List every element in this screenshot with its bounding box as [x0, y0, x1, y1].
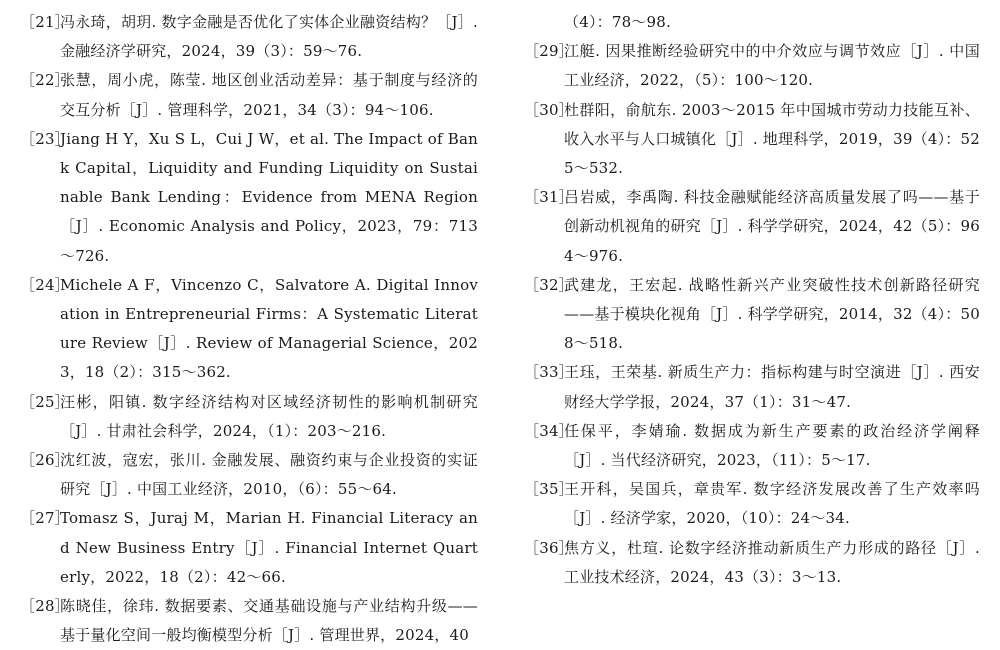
reference-number: ［33］ [524, 363, 574, 382]
reference-number: ［32］ [524, 275, 574, 294]
reference-text: Michele A F，Vincenzo C，Salvatore A. Digital Innovation in Entrepreneurial Firms：A Systematic Literature Review［J］. Review of Managerial Science，2023，18（2）：315～362. [60, 275, 478, 382]
reference-number: ［22］ [20, 71, 70, 90]
reference-text: 张慧，周小虎，陈莹. 地区创业活动差异：基于制度与经济的交互分析［J］. 管理科学，2021，34（3）：94～106. [60, 71, 478, 119]
reference-entry [524, 37, 980, 95]
reference-number: ［25］ [20, 392, 70, 411]
reference-entry [20, 446, 478, 504]
reference-entry [524, 358, 980, 416]
reference-number: ［29］ [524, 42, 574, 61]
reference-number: ［35］ [524, 480, 574, 499]
reference-entry [524, 183, 980, 271]
reference-entry [20, 8, 478, 66]
reference-entry [524, 417, 980, 475]
reference-entry [524, 534, 980, 592]
reference-entry [20, 271, 478, 388]
reference-text: Jiang H Y，Xu S L，Cui J W，et al. The Impact of Bank Capital，Liquidity and Funding Liquidity on Sustainable Bank Lending：Evidence from MENA Region［J］. Economic Analysis and Policy，2023，79：713～726. [60, 129, 478, 265]
reference-entry [524, 475, 980, 533]
reference-number: ［24］ [20, 275, 70, 294]
reference-continuation: （4）：78～98. [564, 13, 671, 31]
reference-number: ［21］ [20, 13, 70, 31]
reference-number: ［28］ [20, 597, 70, 616]
reference-text: 任保平，李婧瑜. 数据成为新生产要素的政治经济学阐释［J］. 当代经济研究，2023，（11）：5～17. [564, 421, 980, 470]
references-left-column [20, 8, 478, 650]
reference-number: ［31］ [524, 188, 574, 207]
reference-text: 冯永琦，胡玥. 数字金融是否优化了实体企业融资结构？［J］. 金融经济学研究，2024，39（3）：59～76. [60, 13, 478, 61]
reference-number: ［26］ [20, 451, 70, 470]
reference-entry [524, 271, 980, 359]
reference-text: 汪彬，阳镇. 数字经济结构对区域经济韧性的影响机制研究［J］. 甘肃社会科学，2024，（1）：203～216. [60, 392, 478, 440]
reference-entry [20, 66, 478, 124]
reference-text: 沈红波，寇宏，张川. 金融发展、融资约束与企业投资的实证研究［J］. 中国工业经济，2010，（6）：55～64. [60, 451, 478, 499]
reference-entry [524, 96, 980, 184]
reference-text: 杜群阳，俞航东. 2003～2015 年中国城市劳动力技能互补、收入水平与人口城镇化［J］. 地理科学，2019，39（4）：525～532. [564, 100, 980, 178]
reference-number: ［34］ [524, 421, 574, 440]
reference-text: 焦方义，杜瑄. 论数字经济推动新质生产力形成的路径［J］. 工业技术经济，2024，43（3）：3～13. [564, 538, 980, 586]
reference-text: 江艇. 因果推断经验研究中的中介效应与调节效应［J］. 中国工业经济，2022，（5）：100～120. [564, 42, 980, 90]
reference-number: ［36］ [524, 538, 574, 557]
reference-number: ［30］ [524, 100, 574, 119]
reference-entry [20, 592, 478, 650]
reference-entry [20, 125, 478, 271]
reference-number: ［27］ [20, 509, 70, 528]
reference-text: 武建龙，王宏起. 战略性新兴产业突破性技术创新路径研究——基于模块化视角［J］. 科学学研究，2014，32（4）：508～518. [564, 275, 980, 353]
reference-text: 王开科，吴国兵，章贵军. 数字经济发展改善了生产效率吗［J］. 经济学家，2020，（10）：24～34. [564, 480, 980, 528]
reference-text: 吕岩威，李禹陶. 科技金融赋能经济高质量发展了吗——基于创新动机视角的研究［J］. 科学学研究，2024，42（5）：964～976. [564, 188, 980, 265]
reference-entry [20, 504, 478, 592]
reference-number: ［23］ [20, 129, 70, 148]
reference-text: 陈晓佳，徐玮. 数据要素、交通基础设施与产业结构升级——基于量化空间一般均衡模型分析［J］. 管理世界，2024，40 [60, 597, 478, 645]
reference-entry [20, 388, 478, 446]
reference-text: 王珏，王荣基. 新质生产力：指标构建与时空演进［J］. 西安财经大学学报，2024，37（1）：31～47. [564, 363, 980, 411]
references-right-column [524, 8, 980, 592]
reference-text: Tomasz S，Juraj M，Marian H. Financial Literacy and New Business Entry［J］. Financial Internet Quarterly，2022，18（2）：42～66. [60, 509, 478, 586]
